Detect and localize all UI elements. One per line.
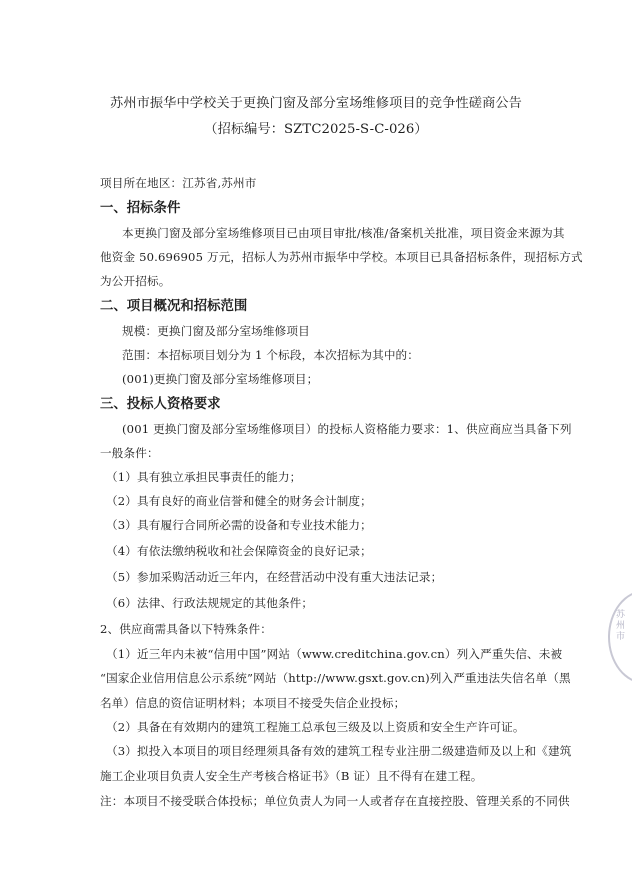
section3-line: 2、供应商需具备以下特殊条件：: [100, 622, 272, 636]
section3-line: （1）近三年内未被“信用中国”网站（www.creditchina.gov.cn）列入严重失信、未被: [106, 647, 563, 661]
section1-line: 为公开招标。: [100, 274, 171, 288]
section3-line: （3）拟投入本项目的项目经理须具备有效的建筑工程专业注册二级建造师及以上和《建筑: [106, 744, 572, 758]
section3-line: 名单）信息的资信证明材料；本项目不接受失信企业投标；: [100, 696, 406, 710]
section3-line: (001 更换门窗及部分室场维修项目）的投标人资格能力要求：1、供应商应当具备下列: [122, 422, 572, 436]
section3-line: （4）有依法缴纳税收和社会保障资金的良好记录；: [106, 544, 372, 558]
section-heading-2: 二、项目概况和招标范围: [100, 299, 248, 314]
project-location: 项目所在地区：江苏省,苏州市: [100, 176, 257, 190]
section2-line: (001)更换门窗及部分室场维修项目；: [122, 372, 319, 386]
section3-line: 一般条件：: [100, 446, 159, 460]
tender-number: （招标编号：SZTC2025-S-C-026）: [204, 122, 428, 137]
section3-line: （1）具有独立承担民事责任的能力；: [106, 470, 302, 484]
section2-line: 规模：更换门窗及部分室场维修项目: [122, 324, 310, 338]
section2-line: 范围：本招标项目划分为 1 个标段，本次招标为其中的：: [122, 348, 420, 362]
section3-line: “国家企业信用信息公示系统”网站（http://www.gsxt.gov.cn)列入严重违法失信名单（黑: [100, 671, 571, 685]
section1-line: 本更换门窗及部分室场维修项目已由项目审批/核准/备案机关批准，项目资金来源为其: [122, 226, 565, 240]
section-heading-3: 三、投标人资格要求: [100, 397, 221, 412]
seal-text: 苏州市: [616, 610, 626, 642]
section3-line: （2）具有良好的商业信誉和健全的财务会计制度；: [106, 494, 372, 508]
section3-line: （2）具备在有效期内的建筑工程施工总承包三级及以上资质和安全生产许可证。: [106, 720, 525, 734]
document-title: 苏州市振华中学校关于更换门窗及部分室场维修项目的竞争性磋商公告: [110, 96, 522, 111]
section3-line: 施工企业项目负责人安全生产考核合格证书》（B 证）且不得有在建工程。: [100, 769, 483, 783]
section1-line: 他资金 50.696905 万元，招标人为苏州市振华中学校。本项目已具备招标条件，现招标方式: [100, 250, 583, 264]
section3-line: （6）法律、行政法规规定的其他条件；: [106, 596, 314, 610]
section-heading-1: 一、招标条件: [100, 201, 181, 216]
section3-line: 注：本项目不接受联合体投标；单位负责人为同一人或者存在直接控股、管理关系的不同供: [100, 794, 570, 808]
section3-line: （3）具有履行合同所必需的设备和专业技术能力；: [106, 518, 372, 532]
section3-line: （5）参加采购活动近三年内，在经营活动中没有重大违法记录；: [106, 570, 443, 584]
